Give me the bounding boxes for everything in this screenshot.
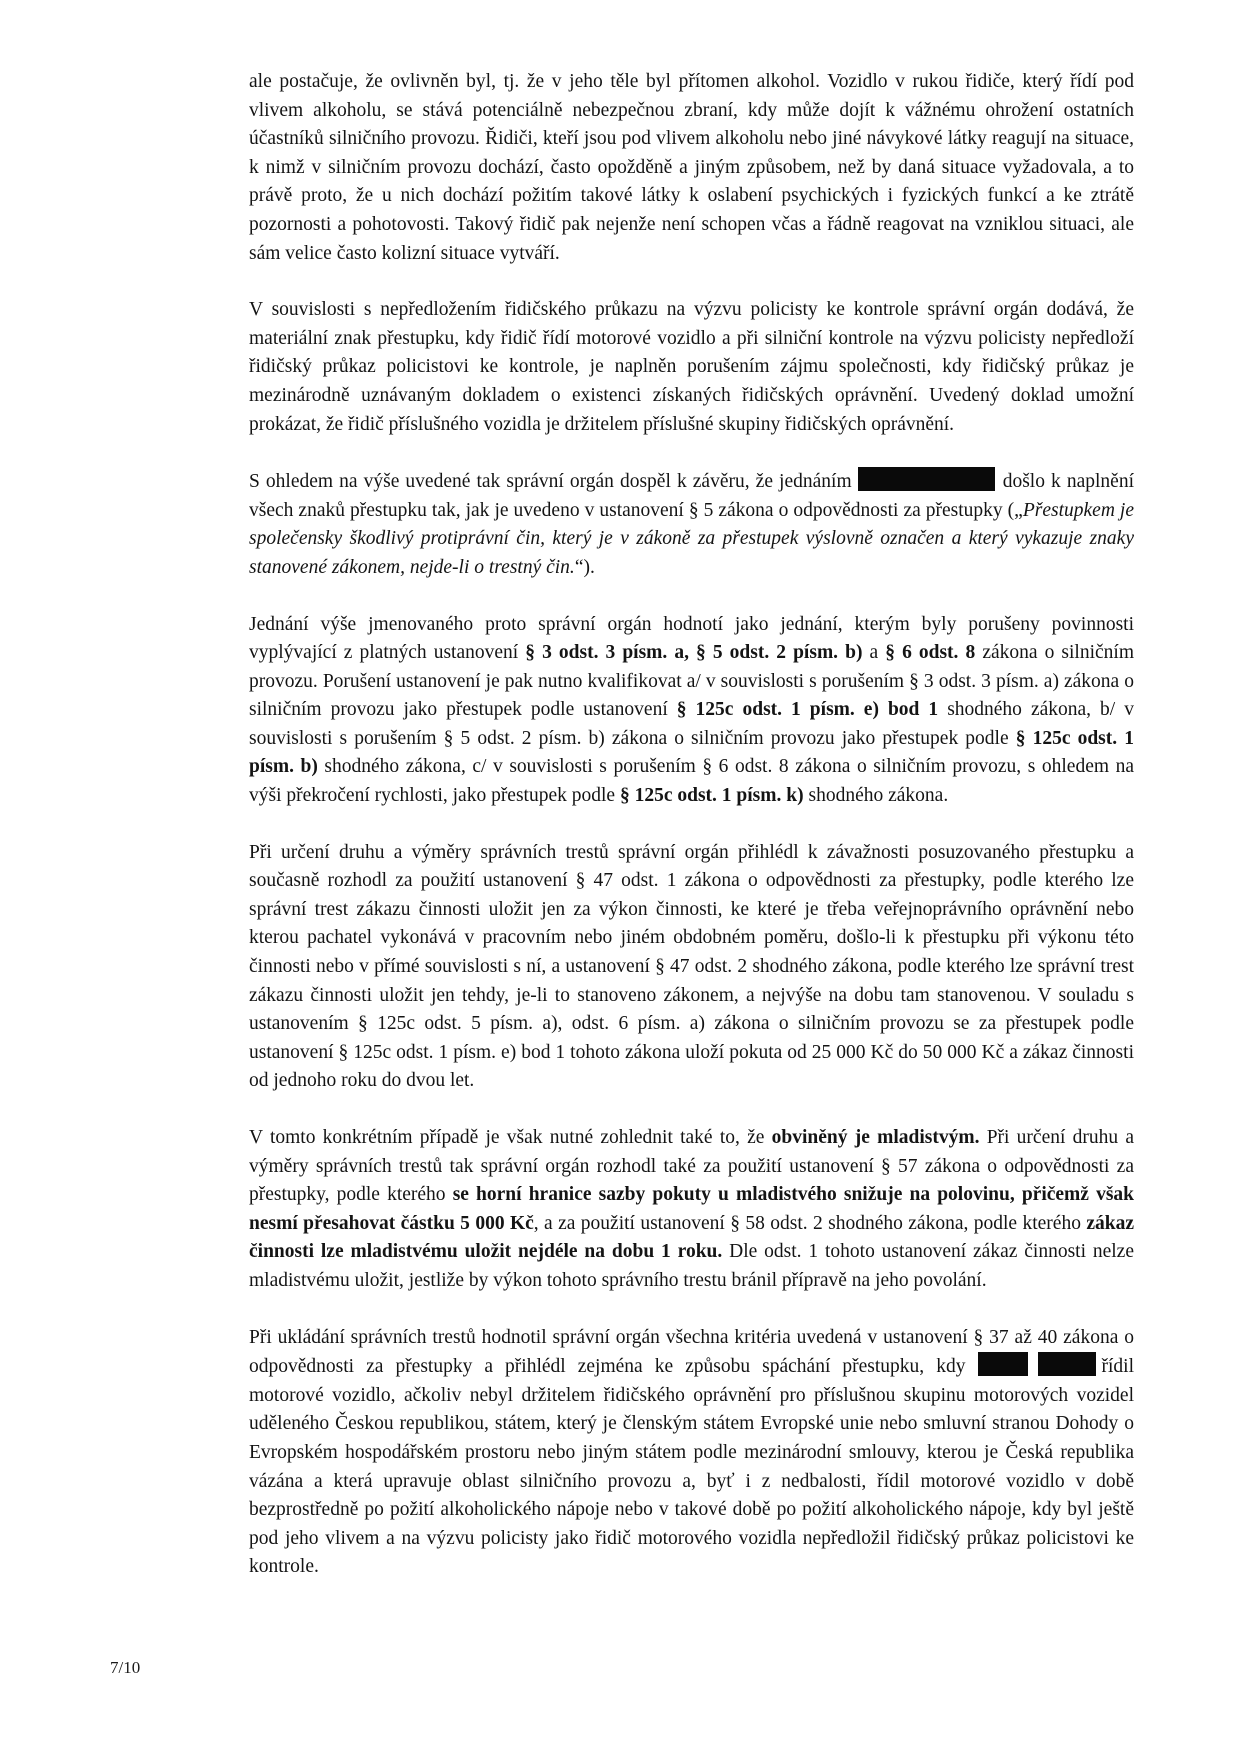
page-number: 7/10 — [110, 1658, 141, 1677]
paragraph-7 — [249, 1324, 1134, 1582]
bold-text: § 125c odst. 1 písm. e) bod 1 — [676, 699, 939, 721]
text-run: zákona o silničním provozu. Porušení ustanovení je pak nutno kvalifikovat a/ v souvislosti s porušením § 3 odst. 3 písm. a) zákona o silničním provozu jako přestupek podle ustanovení — [249, 642, 1134, 721]
paragraph-6 — [249, 1124, 1134, 1296]
redaction-block — [978, 1352, 1028, 1376]
text-run: řídil motorové vozidlo, ačkoliv nebyl držitelem řidičského oprávnění pro příslušnou skupinu motorových vozidel uděleného Českou republikou, státem, který je členským státem Evropské unie nebo smluvní stranou Dohody o Evropském hospodářském prostoru nebo jiným státem podle mezinárodní smlouvy, kterou je Česká republika vázána a která upravuje oblast silničního provozu a, byť i z nedbalosti, řídil motorové vozidlo v době bezprostředně po požití alkoholického nápoje nebo v takové době po požití alkoholického nápoje, kdy byl ještě pod jeho vlivem a na výzvu policisty jako řidič motorového vozidla nepředložil řidičský průkaz policistovi ke kontrole. — [249, 1356, 1134, 1578]
paragraph-1 — [249, 68, 1134, 268]
text-run: Při určení druhu a výměry správních trestů správní orgán přihlédl k závažnosti posuzovaného přestupku a současně rozhodl za použití ustanovení § 47 odst. 1 zákona o odpovědnosti za přestupky, podle kterého lze správní trest zákazu činnosti uložit jen za výkon činnosti, ke které je třeba veřejnoprávního oprávnění nebo kterou pachatel vykonává v pracovním nebo jiném obdobném poměru, došlo-li k přestupku při výkonu této činnosti nebo v přímé souvislosti s ní, a ustanovení § 47 odst. 2 shodného zákona, podle kterého lze správní trest zákazu činnosti uložit jen tehdy, je-li to stanoveno zákonem, a nejvýše na dobu tam stanovenou. V souladu s ustanovením § 125c odst. 5 písm. a), odst. 6 písm. a) zákona o silničním provozu se za přestupek podle ustanovení § 125c odst. 1 písm. e) bod 1 tohoto zákona uloží pokuta od 25 000 Kč do 50 000 Kč a zákaz činnosti od jednoho roku do dvou let. — [249, 841, 1134, 1092]
bold-text: se horní hranice sazby pokuty u mladistvého snižuje na polovinu, přičemž však nesmí přesahovat částku 5 000 Kč — [249, 1184, 1134, 1234]
document-body — [249, 68, 1134, 1610]
text-run: došlo k naplnění všech znaků přestupku tak, jak je uvedeno v ustanovení § 5 zákona o odpovědnosti za přestupky („ — [249, 471, 1135, 521]
bold-text: § 125c odst. 1 písm. k) — [619, 785, 804, 807]
text-run: ale postačuje, že ovlivněn byl, tj. že v jeho těle byl přítomen alkohol. Vozidlo v rukou řidiče, který řídí pod vlivem alkoholu, se stává potenciálně nebezpečnou zbraní, kdy může dojít k vážnému ohrožení ostatních účastníků silničního provozu. Řidiči, kteří jsou pod vlivem alkoholu nebo jiné návykové látky reagují na situace, k nimž v silničním provozu dochází, často opožděně a jiným způsobem, než by daná situace vyžadovala, a to právě proto, že u nich dochází požitím takové látky k oslabení psychických i fyzických funkcí a ke ztrátě pozornosti a pohotovosti. Takový řidič pak nejenže není schopen včas a řádně reagovat na vzniklou situaci, ale sám velice často kolizní situace vytváří. — [249, 71, 1134, 264]
paragraph-3 — [249, 467, 1134, 582]
text-run: a — [862, 642, 886, 664]
paragraph-4 — [249, 611, 1134, 811]
paragraph-2 — [249, 296, 1134, 439]
bold-text: obviněný je mladistvým. — [771, 1127, 980, 1148]
redaction-block — [858, 467, 995, 491]
text-run: shodného zákona, b/ v souvislosti s porušením § 5 odst. 2 písm. b) zákona o silničním provozu jako přestupek podle — [249, 699, 1134, 749]
text-run: V tomto konkrétním případě je však nutné zohlednit také to, že — [249, 1127, 772, 1148]
bold-text: § 125c odst. 1 písm. b) — [249, 727, 1134, 778]
paragraph-5 — [249, 839, 1134, 1096]
text-run: shodného zákona, c/ v souvislosti s porušením § 6 odst. 8 zákona o silničním provozu, s ohledem na výši překročení rychlosti, jako přestupek podle — [249, 756, 1134, 807]
text-run: S ohledem na výše uvedené tak správní orgán dospěl k závěru, že jednáním — [249, 471, 858, 493]
text-run: Při určení druhu a výměry správních trestů tak správní orgán rozhodl také za použití ustanovení § 57 zákona o odpovědnosti za přestupky, podle kterého — [249, 1127, 1134, 1206]
text-run: “). — [574, 556, 595, 578]
text-run: Dle odst. 1 tohoto ustanovení zákaz činnosti nelze mladistvému uložit, jestliže by výkon tohoto správního trestu bránil přípravě na jeho povolání. — [249, 1241, 1134, 1291]
text-run: Jednání výše jmenovaného proto správní orgán hodnotí jako jednání, kterým byly porušeny povinnosti vyplývající z platných ustanovení — [249, 613, 1134, 664]
bold-text: § 6 odst. 8 — [885, 642, 976, 664]
bold-text: § 3 odst. 3 písm. a, § 5 odst. 2 písm. b) — [525, 642, 863, 664]
text-run: Při ukládání správních trestů hodnotil správní orgán všechna kritéria uvedená v ustanovení § 37 až 40 zákona o odpovědnosti za přestupky a přihlédl zejména ke způsobu spáchání přestupku, kdy — [249, 1326, 1134, 1378]
text-run: , a za použití ustanovení § 58 odst. 2 shodného zákona, podle kterého — [533, 1212, 1087, 1234]
text-run: V souvislosti s nepředložením řidičského průkazu na výzvu policisty ke kontrole správní orgán dodává, že materiální znak přestupku, kdy řidič řídí motorové vozidlo a při silniční kontrole na výzvu policisty nepředloží řidičský průkaz policistovi ke kontrole, je naplněn porušením zájmu společnosti, kdy řidičský průkaz je mezinárodně uznávaným dokladem o existenci získaných řidičských oprávnění. Uvedený doklad umožní prokázat, že řidič příslušného vozidla je držitelem příslušné skupiny řidičských oprávnění. — [249, 299, 1134, 435]
italic-quote: Přestupkem je společensky škodlivý protiprávní čin, který je v zákoně za přestupek výslovně označen a který vykazuje znaky stanovené zákonem, nejde-li o trestný čin. — [249, 499, 1134, 578]
redaction-block — [1038, 1352, 1096, 1376]
text-run: shodného zákona. — [803, 785, 949, 807]
bold-text: zákaz činnosti lze mladistvému uložit nejdéle na dobu 1 roku. — [249, 1212, 1134, 1263]
